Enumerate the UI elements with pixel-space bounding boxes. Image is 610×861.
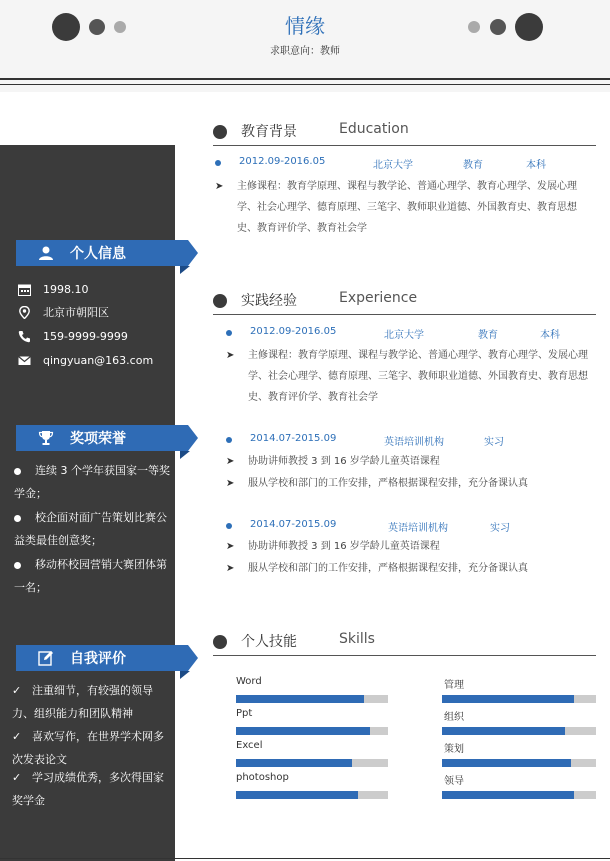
skill-level-fill: [236, 695, 364, 703]
check-icon: ✓: [12, 771, 22, 784]
envelope-icon: [18, 354, 31, 367]
experience-title-en: Experience: [339, 290, 418, 306]
timeline-dot-icon: [226, 330, 232, 336]
skill-level-bar: [236, 759, 388, 767]
awards-title: [16, 425, 188, 451]
trophy-icon: [38, 430, 54, 446]
skill-name: Excel: [236, 740, 263, 751]
skill-level-bar: [442, 759, 596, 767]
resume-name: 情缘: [285, 14, 325, 38]
skill-name: photoshop: [236, 772, 289, 783]
header: [0, 0, 610, 92]
section-dot-icon: [213, 635, 227, 649]
education-school: 北京大学: [373, 160, 413, 171]
location-value: 北京市朝阳区: [43, 306, 109, 319]
calendar-icon: [18, 283, 31, 296]
education-date: 2012.09-2016.05: [239, 156, 326, 167]
experience-role: 教育: [478, 330, 498, 341]
award-item: 校企面对面广告策划比赛公益类最佳创意奖；: [14, 511, 167, 547]
phone-value: 159-9999-9999: [43, 329, 128, 343]
arrow-right-icon: ➤: [215, 181, 224, 192]
education-entry: [215, 155, 595, 171]
decor-dot-large-right: [515, 13, 543, 41]
skill-name: 领导: [444, 776, 464, 787]
self-eval-item: ✓ 学习成绩优秀，多次得国家奖学金: [12, 766, 172, 812]
skill-name: 策划: [444, 744, 464, 755]
skill-name: 组织: [444, 712, 464, 723]
arrow-right-icon: ➤: [226, 456, 235, 467]
check-icon: ✓: [12, 684, 22, 697]
edit-icon: [38, 650, 54, 666]
skills-header: [213, 628, 596, 658]
skill-level-bar: [236, 727, 388, 735]
phone-icon: [18, 330, 31, 343]
skill-level-fill: [236, 727, 370, 735]
timeline-dot-icon: [215, 160, 221, 166]
experience-role: 实习: [484, 437, 504, 448]
personal-info-title: [16, 240, 188, 266]
arrow-right-icon: ➤: [226, 350, 235, 361]
location-row: [18, 302, 109, 322]
email-value: qingyuan@163.com: [43, 353, 154, 367]
skill-name: 管理: [444, 680, 464, 691]
self-evaluation-title: [16, 645, 188, 671]
education-major: 教育: [463, 160, 483, 171]
skill-name: Word: [236, 676, 262, 687]
timeline-dot-icon: [226, 437, 232, 443]
bullet-dot-icon: [14, 468, 21, 475]
skills-title: 个人技能: [241, 634, 297, 650]
experience-desc: ➤ 服从学校和部门的工作安排，严格根据课程安排，充分备课认真: [226, 558, 600, 579]
skill-level-fill: [442, 759, 571, 767]
personal-info-label: 个人信息: [70, 246, 126, 262]
award-item: 移动杯校园营销大赛团体第一名；: [14, 558, 167, 594]
experience-entry: [226, 325, 596, 341]
skill-level-fill: [442, 695, 574, 703]
decor-dot-small-right: [468, 21, 480, 33]
experience-entry: [226, 432, 596, 448]
skill-level-fill: [442, 727, 565, 735]
job-intent: 求职意向：教师: [270, 46, 340, 57]
phone-row: [18, 326, 128, 346]
skill-level-bar: [442, 695, 596, 703]
check-icon: ✓: [12, 730, 22, 743]
experience-org: 北京大学: [384, 330, 424, 341]
arrow-right-icon: ➤: [226, 563, 235, 574]
email-row: [18, 350, 153, 370]
experience-header: [213, 287, 596, 317]
experience-org: 英语培训机构: [388, 523, 448, 534]
bullet-dot-icon: [14, 515, 21, 522]
skill-name: Ppt: [236, 708, 253, 719]
experience-title: 实践经验: [241, 293, 297, 309]
birth-value: 1998.10: [43, 282, 89, 296]
experience-entry: [226, 518, 596, 534]
header-rule-thick: [0, 78, 610, 80]
experience-date: 2014.07-2015.09: [250, 519, 337, 530]
arrow-right-icon: ➤: [226, 478, 235, 489]
decor-dot-medium-right: [490, 19, 506, 35]
experience-date: 2012.09-2016.05: [250, 326, 337, 337]
skills-title-en: Skills: [339, 631, 375, 647]
skill-level-fill: [236, 759, 352, 767]
experience-desc: ➤ 协助讲师教授 3 到 16 岁学龄儿童英语课程: [226, 536, 600, 557]
experience-desc: ➤ 服从学校和部门的工作安排，严格根据课程安排，充分备课认真: [226, 473, 600, 494]
education-title-en: Education: [339, 121, 409, 137]
location-pin-icon: [18, 306, 31, 319]
section-dot-icon: [213, 125, 227, 139]
user-icon: [38, 245, 54, 261]
skill-level-bar: [236, 791, 388, 799]
experience-role: 实习: [490, 523, 510, 534]
skill-level-bar: [442, 727, 596, 735]
arrow-right-icon: ➤: [226, 541, 235, 552]
self-evaluation-label: 自我评价: [70, 651, 126, 667]
skill-level-fill: [236, 791, 358, 799]
education-title: 教育背景: [241, 124, 297, 140]
timeline-dot-icon: [226, 523, 232, 529]
section-dot-icon: [213, 294, 227, 308]
education-degree: 本科: [526, 160, 546, 171]
experience-extra: 本科: [540, 330, 560, 341]
header-rule-thin: [0, 84, 610, 85]
experience-date: 2014.07-2015.09: [250, 433, 337, 444]
awards-label: 奖项荣誉: [70, 431, 126, 447]
award-item: 连续 3 个学年获国家一等奖学金；: [14, 464, 170, 500]
self-eval-item: ✓ 注重细节，有较强的领导力、组织能力和团队精神: [12, 679, 172, 725]
footer-rule: [0, 858, 610, 859]
experience-org: 英语培训机构: [384, 437, 444, 448]
bullet-dot-icon: [14, 562, 21, 569]
skill-level-bar: [236, 695, 388, 703]
self-eval-item: ✓ 喜欢写作，在世界学术网多次发表论文: [12, 725, 172, 771]
skill-level-bar: [442, 791, 596, 799]
education-header: [213, 118, 596, 148]
birth-row: [18, 279, 89, 299]
experience-desc: ➤ 协助讲师教授 3 到 16 岁学龄儿童英语课程: [226, 451, 600, 472]
skill-level-fill: [442, 791, 574, 799]
